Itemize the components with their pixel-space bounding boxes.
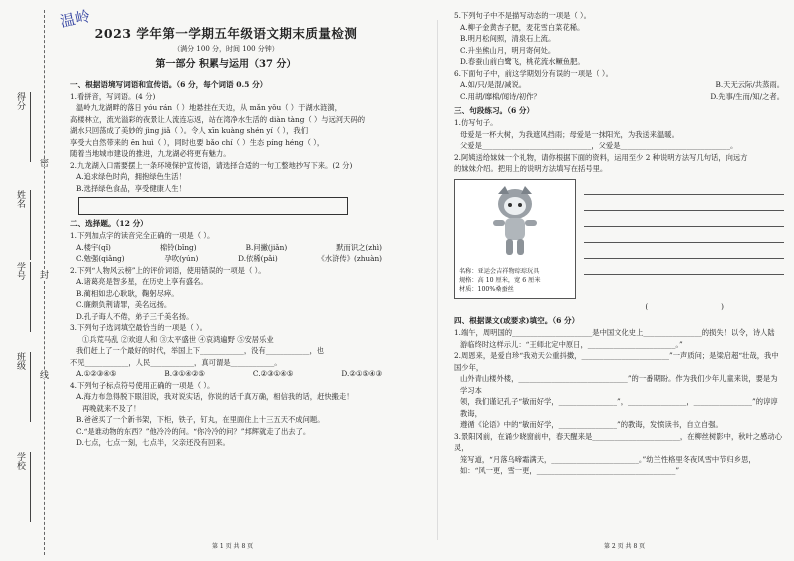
s4-question-2-cont: 领，我们谨记孔子“敏而好学，________________”，________________，________________”的谆谆教诲， xyxy=(460,397,778,418)
s4-question-2: 2.周恩来，是爱自珍“我劝天公重抖擞，________________________”一声质问；是梁启超“壮哉，我中国少年， xyxy=(454,351,779,372)
caption-material: 材质：100%桑蚕丝 xyxy=(459,285,514,293)
school-field xyxy=(8,452,44,522)
score-underline xyxy=(30,92,31,162)
name-underline xyxy=(30,190,31,260)
class-field xyxy=(8,352,44,422)
s3-question-2-cont: 的妹妹介绍。把用上的说明方法填写在括号里。 xyxy=(454,164,608,174)
s1-option-a: A.追求绿色时尚，拥抱绿色生活！ xyxy=(76,172,186,182)
binding-dashed-line xyxy=(44,10,45,555)
s2-q1-options-row xyxy=(70,242,382,254)
page-divider xyxy=(437,20,438,540)
s2-question-4: 4.下列句子标点符号使用正确的一项是（ ）。 xyxy=(70,380,215,390)
s4-question-2-cont: 山外青山楼外楼，______________________________”的一番期盼。作为我们少年儿童来说，要是为学习本 xyxy=(460,374,778,395)
page-1-column xyxy=(70,10,382,449)
s2-q4-option-d: D.七点，七点一刻，七点半，父亲还没有回来。 xyxy=(76,438,230,448)
option: C.②③①④⑤ xyxy=(252,369,294,379)
option: B.天无云际/共蒸雨。 xyxy=(715,80,784,90)
school-label: 学校 xyxy=(15,452,25,470)
mascot-toy-illustration xyxy=(465,184,565,262)
option: A.①②③④⑤ xyxy=(76,369,117,379)
writing-line[interactable] xyxy=(584,211,784,227)
q5-option-c: C.升坐熊山月，明月寄何处。 xyxy=(460,45,556,55)
caption-size: 规格：高 10 厘米，宽 6 厘米 xyxy=(459,276,541,284)
s2-question-3: 3.下列句子选词填空最恰当的一项是（ ）。 xyxy=(70,323,207,333)
section-1-heading: 一、根据语境写词语和宣传语。（6 分，每个词语 0.5 分） xyxy=(70,79,268,89)
q5-option-b: B.明月松间照，清泉石上流。 xyxy=(460,34,556,44)
school-underline xyxy=(30,452,31,522)
option: C.用胡/靡棉/闻诗/初作？ xyxy=(460,91,541,101)
s4-question-1-cont: 游临终时这样示儿：“王师北定中原日，________________________。” xyxy=(460,339,683,349)
s4-question-1: 1.端午，周明国的______________________是中国文化史上________________的损失！以令，诗人陆 xyxy=(454,328,775,338)
seal-char-mi: 密 xyxy=(38,158,48,167)
name-label: 姓名 xyxy=(15,190,25,208)
name-field xyxy=(8,190,44,260)
page-1-footer: 第 1 页 共 8 页 xyxy=(212,543,254,550)
s4-question-3-cont: 笼写道，“月落乌啼霜满天，________________________。”幼兰性格里冬夜风雪中节归乡思， xyxy=(460,454,756,464)
s1-question-1: 1.看拼音，写词语。(4 分) xyxy=(70,91,156,101)
writing-lines[interactable] xyxy=(584,179,784,299)
answer-box[interactable] xyxy=(78,197,348,215)
s2-q4-option-a-cont: 再晚就来不及了！ xyxy=(82,403,141,413)
option: 棉铃(bǐng) xyxy=(159,242,197,252)
mascot-block xyxy=(454,179,784,299)
s2-q3-sentence: 不见____________，人民____________，真可谓是____________。 xyxy=(70,357,282,367)
q5-option-d: D.春蚕山前白鹭飞，桃花流水鳜鱼肥。 xyxy=(460,57,585,67)
s2-q2-option-b: B.蔺相如忠心耿耿，鞠躬尽瘁。 xyxy=(76,288,179,298)
s1-passage-line: 享受大自然带来的 ēn huì（ ），同时也要 bǎo chí（ ）生态 píng héng（ ）， xyxy=(70,137,325,147)
q6-options-row xyxy=(454,91,784,103)
q6-options-row xyxy=(454,79,784,91)
option: 孕吹(yún) xyxy=(164,254,199,264)
s1-passage-line: 温岭九龙湖畔的落日 yóu rán（ ）地悬挂在天边，从 mǎn yǒu（ ）于湖水涟漪， xyxy=(76,103,342,113)
s2-q2-option-d: D.孔子诲人不倦，弟子三千美名扬。 xyxy=(76,311,194,321)
exam-subtitle: （满分 100 分，时间 100 分钟） xyxy=(173,44,279,53)
option: C.勉强(qiǎng) xyxy=(76,254,125,264)
s1-passage-line: 湖水只回荡成了美妙的 jìng jiǎ（ ）。令人 xīn kuàng shén yí（ ），我们 xyxy=(70,126,309,136)
s4-question-3: 3.景阳冈前，在诵少晓窗前中，春天醒来是________________________，在柳丝树影中，秋叶之感动心灵， xyxy=(454,431,783,453)
mascot-caption xyxy=(459,268,541,295)
s2-q4-option-a: A.海力布急得脱下眼泪说，我对说实话，你说的话千真万确，相信我的话，赶快搬走！ xyxy=(76,392,354,402)
writing-line[interactable] xyxy=(584,179,784,195)
q6: 6.下面句子中，前这学期划分有误的一项是（ ）。 xyxy=(454,68,613,78)
class-label: 班级 xyxy=(15,352,25,370)
q5-option-a: A.柳子金黄杏子肥，麦花雪白菜花稀。 xyxy=(460,22,585,32)
s2-q4-option-b: B.爸爸买了一个新书架，下柜，铁子，钉丸，在里面住上十三五天不成问题。 xyxy=(76,415,325,425)
method-parentheses: ( ) xyxy=(645,301,724,311)
writing-line[interactable] xyxy=(584,259,784,275)
s2-question-1: 1.下列加点字的读音完全正确的一项是（ ）。 xyxy=(70,231,215,241)
section-2-heading: 二、选择题。（12 分） xyxy=(70,219,148,229)
option: B.问撇(jiǎn) xyxy=(245,242,288,252)
s2-q2-option-a: A.诸葛亮是智多星，在历史上享有盛名。 xyxy=(76,277,208,287)
writing-line[interactable] xyxy=(584,227,784,243)
seal-char-xian: 线 xyxy=(38,370,48,379)
s3-example-sentence: 母爱是一杯大树，为我遮风挡雨；母爱是一抹阳光，为我送来温暖。 xyxy=(460,129,679,139)
s2-q1-options-row xyxy=(70,253,382,265)
s3-question-1: 1.仿写句子。 xyxy=(454,118,498,128)
seat-label: 学号 xyxy=(15,262,25,280)
s2-q3-sentence: 我们赶上了一个最好的时代，举国上下____________，没有____________，也 xyxy=(76,346,325,356)
section-4-heading: 四、根据课文(或要求)填空。（6 分） xyxy=(454,316,580,326)
s3-question-2: 2.阿姨送给妹妹一个礼物，请你根据下面的资料，运用至少 2 种说明方法写几句话，向远方 xyxy=(454,152,748,162)
s2-q3-options-row xyxy=(70,368,382,380)
seat-underline xyxy=(30,262,31,332)
s1-passage-line: 随着当地城市建设的推进，九龙湖必将更有魅力。 xyxy=(70,149,231,159)
page-2-column xyxy=(454,10,784,477)
part-heading: 第一部分 积累与运用（37 分） xyxy=(155,58,297,70)
option: A.如/只/是混/减说。 xyxy=(460,80,527,90)
class-underline xyxy=(30,352,31,422)
s2-q4-option-c: C.“是谁动物的东西？”他冷冷的问。“你冷冷的问？”邦辉就走了出去了。 xyxy=(76,426,311,436)
s2-question-2: 2.下列“人物风云榜”上的评价词语，使用错误的一项是（ ）。 xyxy=(70,265,266,275)
exam-title: 2023 学年第一学期五年级语文期末质量检测 xyxy=(94,26,358,41)
seal-char-feng: 封 xyxy=(38,270,48,279)
q5: 5.下列句子中不是描写动态的一项是（ ）。 xyxy=(454,11,591,20)
s4-question-2-cont: 遵循《论语》中的“敏而好学，________________”的教诲，发愤读书，自立自强。 xyxy=(460,420,723,430)
section-3-heading: 三、句段练习。（6 分） xyxy=(454,106,535,116)
score-label: 得分 xyxy=(15,92,25,110)
page-2-footer: 第 2 页 共 8 页 xyxy=(604,543,646,550)
caption-name: 名称：亚运会吉祥物琮琮玩具 xyxy=(459,267,540,275)
option: D.先事/生而/知/之者。 xyxy=(710,91,784,101)
option: 《水浒传》(zhuàn) xyxy=(317,254,382,264)
writing-line[interactable] xyxy=(584,195,784,211)
s4-question-3-cont: 如：“风一更，雪一更，______________________________________” xyxy=(460,466,680,476)
handwritten-note: 温岭 xyxy=(58,7,92,31)
score-field xyxy=(8,92,44,162)
s1-option-b: B.选择绿色食品，享受健康人生！ xyxy=(76,183,186,193)
s1-passage-line: 高楼林立，流光溢彩的夜景让人流连忘返，站在湾净水生活的 diàn tàng（ ）与远河天码的 xyxy=(70,114,366,124)
s2-q2-option-c: C.廉颇负荆请罪，美名远扬。 xyxy=(76,300,172,310)
s1-question-2: 2.九龙湖入口需要摆上一条环境保护宣传语，请选择合适的一句工整地抄写下来。(2 分) xyxy=(70,160,353,170)
option: D.依稀(pǎi) xyxy=(238,254,278,264)
option: A.楼宇(qǐ) xyxy=(76,242,111,252)
s2-q3-word-list: ①兵荒马乱 ②欢迎人和 ③太平盛世 ④哀鸿遍野 ⑤安居乐业 xyxy=(82,334,274,344)
s3-fill-line: 父爱是______________________________，父爱是______________________________。 xyxy=(460,141,738,151)
option: 默而识之(zhì) xyxy=(336,242,382,252)
option: D.②①⑤④③ xyxy=(341,369,382,379)
binding-margin xyxy=(0,0,60,561)
writing-line[interactable] xyxy=(584,243,784,259)
option: B.③①④②⑤ xyxy=(164,369,205,379)
mascot-figure xyxy=(454,179,576,299)
